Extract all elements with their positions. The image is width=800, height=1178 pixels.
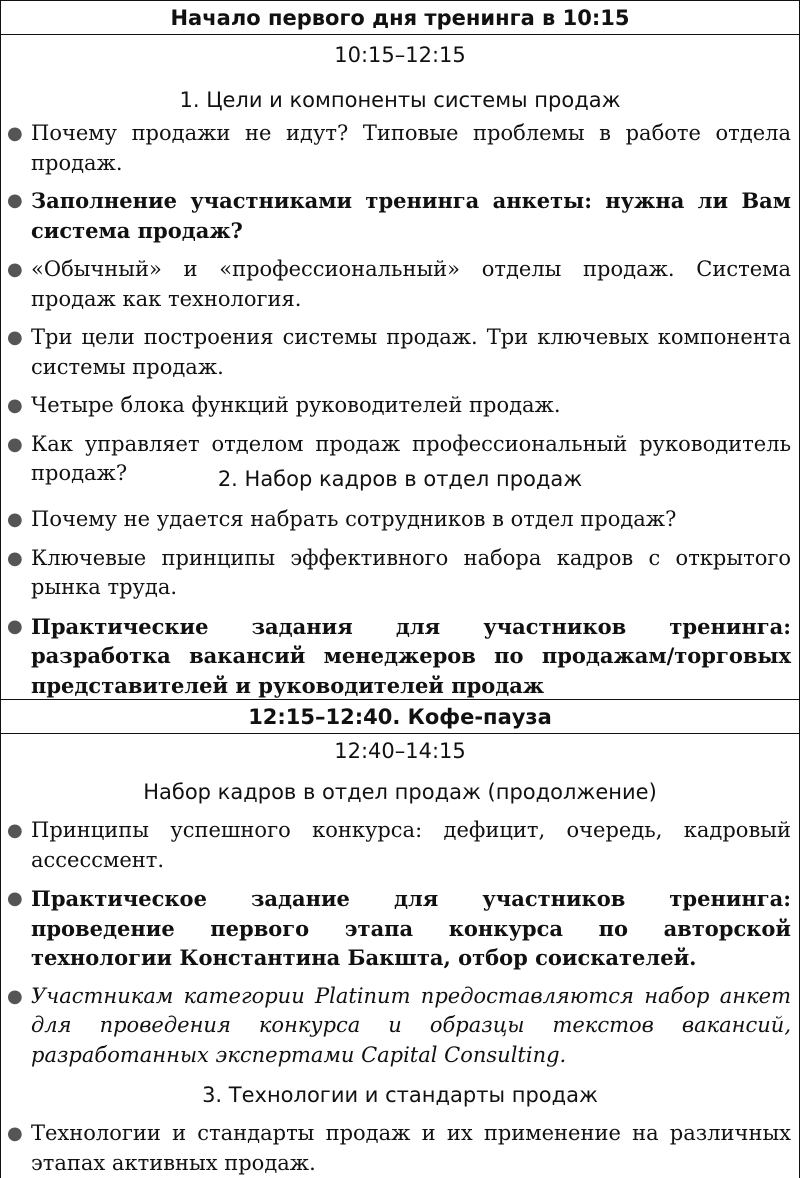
session-2 [0,733,800,1178]
bullet-icon: ● [7,820,23,841]
list-item: ● Практические задания для участников тренинга: разработка вакансий менеджеров по продажам/торговых представителей и руководителей продаж [7,613,791,698]
bullet-icon: ● [7,985,23,1007]
bullet-icon: ● [7,1123,23,1144]
bullet-icon: ● [7,888,23,909]
list-item: ● Принципы успешного конкурса: дефицит, очередь, кадровый ассессмент. [7,818,791,872]
coffee-break-text: 12:15–12:40. Кофе-пауза [248,705,552,729]
list-item: ● Заполнение участниками тренинга анкеты: нужна ли Вам система продаж? [7,188,791,243]
day-start-header [0,0,800,34]
topic-goals-title: 1. Цели и компоненты системы продаж [179,88,621,112]
topic-standards-list [1,1119,799,1178]
list-item: ● Ключевые принципы эффективного набора кадров с открытого рынка труда. [7,545,791,599]
day-start-header-text: Начало первого дня тренинга в 10:15 [170,6,630,30]
session-1 [0,34,800,699]
session-2-time: 12:40–14:15 [334,739,466,763]
bullet-icon: ● [7,395,23,416]
bullet-icon: ● [7,547,23,569]
list-item: ● Технологии и стандарты продаж и их применение на различных этапах активных продаж. [7,1121,791,1175]
list-item: ● «Обычный» и «профессиональный» отделы продаж. Система продаж как технология. [7,257,791,311]
topic-hiring-continued-list [1,816,799,1070]
topic-goals-list [1,119,799,489]
list-item: ● Участникам категории Platinum предоставляются набор анкет для проведения конкурса и образцы текстов вакансий, разработанных экспертами Capital Consulting. [7,983,791,1067]
list-item: ● Четыре блока функций руководителей продаж. [1,391,799,421]
topic-hiring-title: 2. Набор кадров в отдел продаж [217,467,583,491]
bullet-icon: ● [7,190,23,211]
topic-hiring-continued-title: Набор кадров в отдел продаж (продолжение) [143,780,657,804]
bullet-icon: ● [7,433,23,455]
list-item: ● Как управляет отделом продаж профессиональный руководитель продаж? [7,431,791,485]
bullet-icon: ● [7,327,23,348]
list-item: ● Три цели построения системы продаж. Три ключевых компонента системы продаж. [7,325,791,379]
bullet-icon: ● [7,615,23,637]
session-1-time: 10:15–12:15 [334,43,466,67]
coffee-break-row [0,699,800,733]
list-item: ● Почему не удается набрать сотрудников в отдел продаж? [1,505,799,535]
bullet-icon: ● [7,509,23,530]
topic-hiring-list [1,505,799,700]
list-item: ● Почему продажи не идут? Типовые проблемы в работе отдела продаж. [7,121,791,175]
bullet-icon: ● [7,259,23,280]
topic-standards-title: 3. Технологии и стандарты продаж [202,1083,598,1107]
list-item: ● Практическое задание для участников тренинга: проведение первого этапа конкурса по авторской технологии Константина Бакшта, отбор соискателей. [7,886,791,970]
bullet-icon: ● [7,123,23,144]
